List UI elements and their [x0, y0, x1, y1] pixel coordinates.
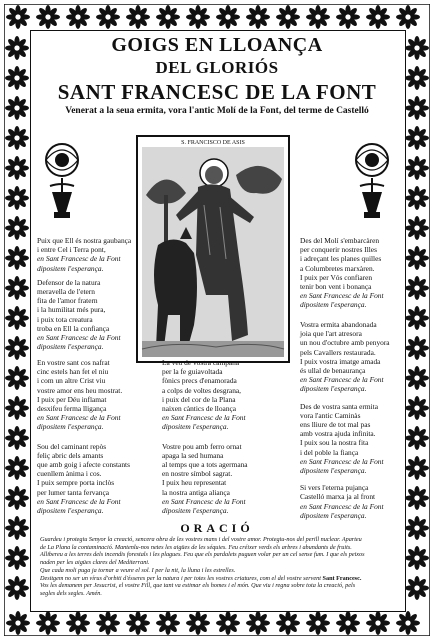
- border-flower-icon: [126, 5, 150, 29]
- stanza-line: I puix heu representat: [162, 478, 227, 488]
- border-flower-icon: [5, 246, 29, 270]
- stanza-line: I puix vostra imatge amada: [300, 356, 381, 366]
- border-flower-icon: [5, 36, 29, 60]
- stanza-line: en Sant Francesc de la Font: [300, 456, 384, 466]
- stanza-line: a colps de voltes desgrana,: [162, 385, 242, 395]
- stanza-line: a Columbretes marxàren.: [300, 263, 375, 273]
- subtitle: Venerat a la seua ermita, vora l'antic Molí de la Font, del terme de Castelló: [65, 106, 369, 116]
- border-flower-icon: [6, 5, 30, 29]
- border-flower-icon: [156, 5, 180, 29]
- stanza-line: troba en Ell la confiança: [37, 323, 110, 333]
- border-flower-icon: [186, 5, 210, 29]
- stanza-line: Vostre pou amb ferro ornat: [162, 441, 242, 451]
- stanza-line: fita de l'amor fratern: [37, 296, 98, 306]
- stanza-line: I puix per Vós confiaren: [300, 272, 373, 282]
- border-flower-icon: [396, 5, 420, 29]
- stanza-line: Defensor de la natura: [37, 277, 101, 287]
- border-flower-icon: [405, 96, 429, 120]
- border-flower-icon: [246, 5, 270, 29]
- stanza-line: i puix del cor de la Plana: [162, 394, 236, 404]
- stanza-line: En vostre sant cos nafrat: [37, 358, 110, 367]
- right-vase-ornament-icon: [346, 142, 398, 228]
- border-flower-icon: [5, 126, 29, 150]
- border-flower-icon: [216, 5, 240, 29]
- border-flower-icon: [66, 5, 90, 29]
- stanza-line: Si vers l'eterna pujança: [300, 483, 369, 493]
- stanza-line: cuenllem ànima i cos.: [37, 469, 102, 479]
- stanza-line: feliç abric dels amants: [37, 450, 104, 460]
- stanza-10: [300, 483, 410, 520]
- stanza-line: dipositem l'esperança.: [300, 384, 367, 394]
- border-flower-icon: [66, 611, 90, 635]
- border-flower-icon: [5, 426, 29, 450]
- prayer-line-with-highlight: [40, 575, 396, 583]
- stanza-line: per la fe guiavoltada: [162, 367, 223, 377]
- stanza-line: és ullal de benaurança: [300, 366, 366, 376]
- stanza-line: naixen càntics de lloança: [162, 404, 237, 414]
- prayer-line: naden per les aigües clares del Mediterrani.: [40, 559, 150, 567]
- border-flower-icon: [5, 486, 29, 510]
- stanza-line: en Sant Francesc de la Font: [162, 413, 246, 423]
- stanza-line: dipositem l'esperança.: [37, 422, 104, 432]
- stanza-line: dipositem l'esperança.: [162, 422, 229, 432]
- woodcut-inscription: S. FRANCISCO DE ASIS: [181, 140, 245, 146]
- stanza-line: en Sant Francesc de la Font: [300, 291, 384, 301]
- border-flower-icon: [336, 611, 360, 635]
- saint-francis-woodcut: [136, 135, 290, 363]
- stanza-line: la nostra antiga aliança: [162, 487, 230, 497]
- border-flower-icon: [405, 186, 429, 210]
- stanza-line: dipositem l'esperança.: [162, 506, 229, 516]
- stanza-line: dipositem l'esperança.: [300, 466, 367, 476]
- stanza-line: I puix sou la nostra fita: [300, 438, 369, 448]
- column-right-bottom: [300, 320, 410, 525]
- stanza-line: fònics precs d'enamorada: [162, 376, 237, 386]
- stanza-line: dipositem l'esperança.: [37, 263, 104, 273]
- border-flower-icon: [366, 611, 390, 635]
- stanza-line: Sou del caminant repòs: [37, 441, 107, 451]
- stanza-line: I puix sempre porta inclòs: [37, 478, 115, 488]
- oracio-prayer: [40, 536, 396, 598]
- border-flower-icon: [5, 186, 29, 210]
- stanza-line: cinc estels han fet el niu: [37, 367, 109, 377]
- column-left-bottom: [37, 358, 147, 520]
- stanza-line: ens lliure de tot mal pas: [300, 420, 371, 430]
- stanza-line: en Sant Francesc de la Font: [37, 254, 121, 264]
- column-left-top: [37, 236, 137, 356]
- stanza-line: en Sant Francesc de la Font: [162, 496, 246, 506]
- prayer-line: Que cada moli puga ja tornar a veure el sol. I per la nit, la lluna i les estrelles.: [40, 566, 236, 574]
- stanza-2: [37, 278, 137, 352]
- border-flower-icon: [5, 366, 29, 390]
- stanza-line: per conquerir nostres Illes: [300, 245, 377, 255]
- stanza-line: i entre Cel i Terra pont,: [37, 245, 106, 255]
- stanza-line: per lumer tanta fervança: [37, 487, 110, 497]
- stanza-line: Castelló marxa ja al front: [300, 492, 376, 502]
- border-flower-icon: [405, 576, 429, 600]
- stanza-line: Puix que Ell és nostra gaubança: [37, 236, 132, 245]
- border-flower-icon: [405, 36, 429, 60]
- prayer-line: Desitgem no ser un vírus d'orbiti d'ésseres per la natura i per totes les vostres criatures, com el del vostre servent: [40, 574, 321, 582]
- stanza-line: Vostra ermita abandonada: [300, 320, 377, 329]
- border-flower-icon: [126, 611, 150, 635]
- stanza-line: vora l'antic Caminàs: [300, 410, 361, 420]
- stanza-line: joia que l'art atresora: [300, 329, 362, 339]
- stanza-line: i la humilitat més pura,: [37, 305, 106, 315]
- stanza-line: meravella de l'etern: [37, 287, 95, 297]
- border-flower-icon: [5, 216, 29, 240]
- stanza-line: apaga la sed humana: [162, 450, 224, 460]
- stanza-line: Des del Molí s'embarcàren: [300, 236, 380, 245]
- stanza-line: tenir bon vent i bonança: [300, 282, 372, 292]
- stanza-line: La veu de vostra campana: [162, 358, 240, 367]
- stanza-line: desxifeu ferma lligança: [37, 404, 107, 414]
- border-flower-icon: [246, 611, 270, 635]
- border-flower-icon: [306, 611, 330, 635]
- border-flower-icon: [336, 5, 360, 29]
- border-flower-icon: [6, 611, 30, 635]
- border-flower-icon: [276, 5, 300, 29]
- border-flower-icon: [5, 96, 29, 120]
- stanza-line: un nou d'octubre amb penyora: [300, 338, 390, 348]
- stanza-line: pels Cavallers restaurada.: [300, 347, 376, 357]
- prayer-highlight: Sant Francesc.: [322, 574, 362, 582]
- stanza-line: al temps que a tots agermana: [162, 460, 248, 470]
- border-flower-icon: [5, 336, 29, 360]
- stanza-line: en Sant Francesc de la Font: [37, 413, 121, 423]
- border-flower-icon: [36, 5, 60, 29]
- stanza-line: en nostre símbol sagrat.: [162, 469, 233, 479]
- border-flower-icon: [5, 276, 29, 300]
- stanza-3: [300, 236, 400, 310]
- border-flower-icon: [366, 5, 390, 29]
- prayer-line: Allibereu a les terres dels incendis forestals i les plagues. Feu que els pardalets puguen volar per un cel sense fum. I que els peixos: [40, 551, 365, 559]
- stanza-line: vostre amor ens heu mostrat.: [37, 385, 123, 395]
- border-flower-icon: [276, 611, 300, 635]
- border-flower-icon: [186, 611, 210, 635]
- border-flower-icon: [96, 611, 120, 635]
- stanza-line: i puix tota creatura: [37, 314, 93, 324]
- stanza-line: dipositem l'esperança.: [37, 506, 104, 516]
- stanza-line: que amb goig i afecte constants: [37, 460, 130, 470]
- stanza-8: [37, 442, 147, 516]
- stanza-line: en Sant Francesc de la Font: [300, 501, 384, 511]
- border-flower-icon: [405, 156, 429, 180]
- border-flower-icon: [5, 456, 29, 480]
- border-flower-icon: [5, 306, 29, 330]
- stanza-line: en Sant Francesc de la Font: [37, 496, 121, 506]
- prayer-line: de La Plana la contaminació. Mantenlu-nos netes les aigües de les séquies. Feu créixer verds els arbres i abundants de fruits.: [40, 543, 352, 551]
- stanza-line: dipositem l'esperança.: [300, 300, 367, 310]
- stanza-6: [162, 358, 272, 432]
- border-flower-icon: [5, 66, 29, 90]
- prayer-line: Guardeu i protegiu Senyor la creació, sencera obra de les vostres mans i del vostre amor. Protegiu-nos del perill nuclear. Aparteu: [40, 536, 362, 543]
- prayer-line: segles dels segles. Amén.: [40, 589, 102, 597]
- border-flower-icon: [5, 516, 29, 540]
- stanza-line: en Sant Francesc de la Font: [300, 375, 384, 385]
- border-flower-icon: [5, 546, 29, 570]
- stanza-line: amb vostra ajuda infinita.: [300, 429, 376, 439]
- border-flower-icon: [5, 156, 29, 180]
- border-flower-icon: [5, 396, 29, 420]
- border-flower-icon: [405, 66, 429, 90]
- column-middle-bottom: [162, 358, 272, 520]
- border-flower-icon: [216, 611, 240, 635]
- border-flower-icon: [306, 5, 330, 29]
- border-flower-icon: [36, 611, 60, 635]
- stanza-line: I puix per Déu inflamat: [37, 394, 107, 404]
- stanza-4: [300, 320, 410, 394]
- border-flower-icon: [405, 276, 429, 300]
- border-flower-icon: [396, 611, 420, 635]
- border-flower-icon: [96, 5, 120, 29]
- stanza-line: i adreçant les planes quilles: [300, 254, 382, 264]
- stanza-5: [37, 358, 147, 432]
- stanza-line: Des de vostra santa ermita: [300, 401, 378, 411]
- border-flower-icon: [405, 246, 429, 270]
- border-flower-icon: [156, 611, 180, 635]
- stanza-line: i del poble la fiança: [300, 447, 359, 457]
- stanza-9: [162, 442, 272, 516]
- border-flower-icon: [5, 576, 29, 600]
- oracio-heading: ORACIÓ: [180, 521, 254, 535]
- column-right-top: [300, 236, 400, 315]
- stanza-line: dipositem l'esperança.: [37, 342, 104, 352]
- title-line-2: DEL GLORIÓS: [155, 58, 279, 77]
- prayer-line: Vos les demanem per Jesucrist, el vostre Fill, que tant va estimar els homes i el món. Que viu i regna sobre tota la creació, pels: [40, 582, 356, 590]
- stanza-line: en Sant Francesc de la Font: [37, 333, 121, 343]
- stanza-line: dipositem l'esperança.: [300, 510, 367, 520]
- title-line-1: GOIGS EN LLOANÇA: [111, 34, 323, 56]
- border-flower-icon: [405, 216, 429, 240]
- title-line-3: SANT FRANCESC DE LA FONT: [57, 80, 377, 104]
- left-vase-ornament-icon: [36, 142, 88, 228]
- stanza-7: [300, 402, 410, 476]
- border-flower-icon: [405, 546, 429, 570]
- stanza-1: [37, 236, 137, 273]
- border-flower-icon: [405, 126, 429, 150]
- stanza-line: i com un altre Crist viu: [37, 376, 106, 386]
